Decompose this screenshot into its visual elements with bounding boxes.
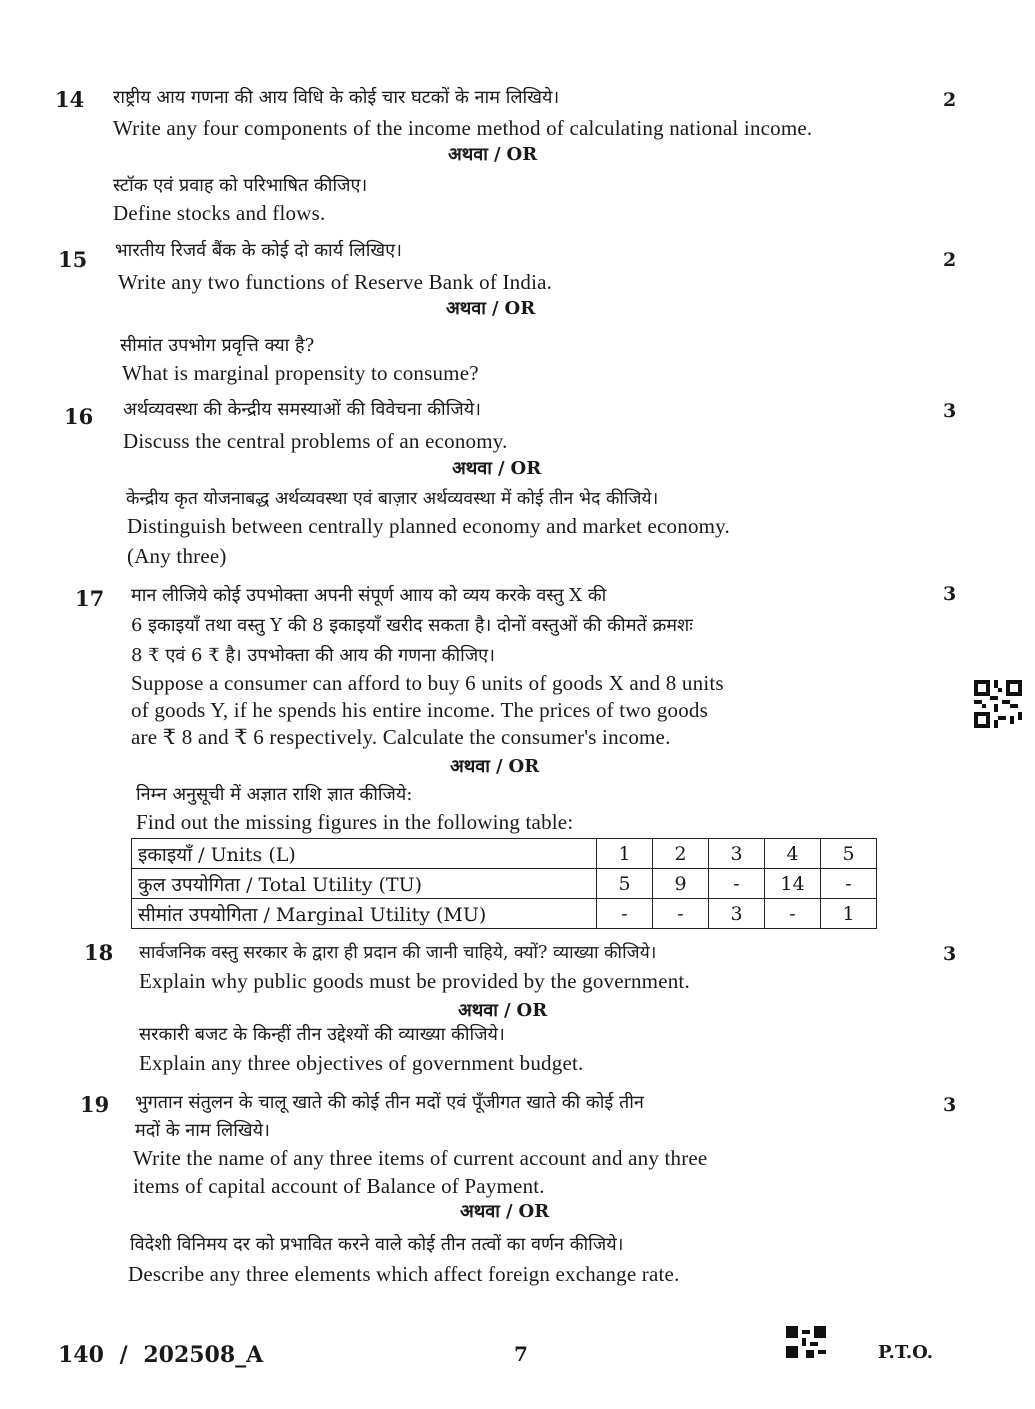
question-number: 17 — [75, 586, 105, 611]
table-cell: - — [709, 869, 765, 899]
alternative-text-hindi: स्टॉक एवं प्रवाह को परिभाषित कीजिए। — [113, 175, 368, 196]
table-cell: - — [765, 899, 821, 929]
table-cell: - — [597, 899, 653, 929]
table-cell: 1 — [821, 899, 877, 929]
question-number: 19 — [80, 1092, 110, 1117]
question-marks: 3 — [943, 943, 957, 965]
row-label: इकाइयाँ / Units (L) — [132, 839, 597, 869]
or-separator: अथवा / OR — [448, 144, 538, 165]
alternative-text-english: Describe any three elements which affect foreign exchange rate. — [128, 1262, 680, 1286]
question-text-english: Suppose a consumer can afford to buy 6 units of goods X and 8 units — [131, 671, 724, 695]
question-text-hindi: मदों के नाम लिखिये। — [135, 1120, 270, 1141]
or-separator: अथवा / OR — [446, 298, 536, 319]
alternative-text-hindi: निम्न अनुसूची में अज्ञात राशि ज्ञात कीजिये: — [136, 784, 413, 805]
table-cell: 3 — [709, 899, 765, 929]
question-text-english: Write the name of any three items of current account and any three — [133, 1146, 708, 1170]
question-number: 15 — [58, 247, 88, 272]
table-cell: 9 — [653, 869, 709, 899]
alternative-text-hindi: विदेशी विनिमय दर को प्रभावित करने वाले कोई तीन तत्वों का वर्णन कीजिये। — [130, 1234, 624, 1255]
row-label: कुल उपयोगिता / Total Utility (TU) — [132, 869, 597, 899]
table-cell: 1 — [597, 839, 653, 869]
question-text-hindi: अर्थव्यवस्था की केन्द्रीय समस्याओं की विवेचना कीजिये। — [123, 399, 481, 420]
alternative-text-english: What is marginal propensity to consume? — [122, 361, 479, 385]
table-cell: 4 — [765, 839, 821, 869]
paper-code — [58, 1342, 263, 1368]
page-number: 7 — [514, 1342, 528, 1366]
question-text-hindi: 8 ₹ एवं 6 ₹ है। उपभोक्ता की आय की गणना कीजिए। — [131, 645, 495, 666]
table-cell: - — [653, 899, 709, 929]
table-cell: 5 — [821, 839, 877, 869]
table-row — [132, 869, 877, 899]
question-text-hindi: मान लीजिये कोई उपभोक्ता अपनी संपूर्ण आाय को व्यय करके वस्तु X की — [131, 585, 607, 606]
alternative-text-english: Distinguish between centrally planned economy and market economy. — [127, 514, 730, 538]
question-marks: 2 — [943, 249, 957, 271]
question-text-hindi: राष्ट्रीय आय गणना की आय विधि के कोई चार घटकों के नाम लिखिये। — [113, 87, 560, 108]
table-cell: 14 — [765, 869, 821, 899]
table-cell: 5 — [597, 869, 653, 899]
alternative-text-english: Explain any three objectives of government budget. — [139, 1051, 584, 1075]
alternative-text-hindi: केन्द्रीय कृत योजनाबद्ध अर्थव्यवस्था एवं बाज़ार अर्थव्यवस्था में कोई तीन भेद कीजिये। — [126, 489, 659, 509]
paper-code-left: 140 — [58, 1342, 104, 1368]
alternative-text-english: (Any three) — [127, 544, 227, 568]
question-text-english: of goods Y, if he spends his entire income. The prices of two goods — [131, 698, 709, 722]
paper-code-right: 202508_A — [143, 1342, 264, 1368]
row-label: सीमांत उपयोगिता / Marginal Utility (MU) — [132, 899, 597, 929]
question-text-english: Write any four components of the income method of calculating national income. — [113, 116, 813, 140]
table-row — [132, 899, 877, 929]
question-text-hindi: भारतीय रिजर्व बैंक के कोई दो कार्य लिखिए। — [115, 240, 402, 261]
or-separator: अथवा / OR — [460, 1201, 550, 1222]
question-marks: 3 — [943, 400, 957, 422]
question-text-english: Explain why public goods must be provided by the government. — [139, 969, 690, 993]
question-text-english: Discuss the central problems of an economy. — [123, 429, 508, 453]
paper-code-separator: / — [119, 1342, 128, 1368]
question-text-hindi: भुगतान संतुलन के चालू खाते की कोई तीन मदों एवं पूँजीगत खाते की कोई तीन — [135, 1092, 644, 1113]
barcode-icon — [786, 1326, 826, 1358]
question-text-english: items of capital account of Balance of Payment. — [133, 1174, 545, 1198]
pto-label: P.T.O. — [878, 1342, 934, 1363]
question-number: 18 — [84, 940, 114, 965]
qr-code-icon — [974, 680, 1022, 728]
question-marks: 3 — [943, 1094, 957, 1116]
question-text-english: Write any two functions of Reserve Bank of India. — [118, 270, 553, 294]
utility-table — [131, 838, 877, 929]
alternative-text-hindi: सीमांत उपभोग प्रवृत्ति क्या है? — [120, 335, 315, 356]
question-text-hindi: 6 इकाइयाँ तथा वस्तु Y की 8 इकाइयाँ खरीद सकता है। दोनों वस्तुओं की कीमतें क्रमशः — [131, 615, 693, 636]
alternative-text-english: Find out the missing figures in the following table: — [136, 810, 574, 834]
or-separator: अथवा / OR — [458, 1000, 548, 1021]
question-marks: 3 — [943, 583, 957, 605]
or-separator: अथवा / OR — [452, 458, 542, 479]
question-text-english: are ₹ 8 and ₹ 6 respectively. Calculate the consumer's income. — [131, 725, 671, 749]
question-number: 14 — [55, 87, 85, 112]
question-marks: 2 — [943, 89, 957, 111]
table-cell: 2 — [653, 839, 709, 869]
question-text-hindi: सार्वजनिक वस्तु सरकार के द्वारा ही प्रदान की जानी चाहिये, क्यों? व्याख्या कीजिये। — [139, 943, 657, 963]
table-row — [132, 839, 877, 869]
table-cell: - — [821, 869, 877, 899]
or-separator: अथवा / OR — [450, 756, 540, 777]
alternative-text-hindi: सरकारी बजट के किन्हीं तीन उद्देश्यों की व्याख्या कीजिये। — [139, 1024, 505, 1045]
question-number: 16 — [64, 404, 94, 429]
alternative-text-english: Define stocks and flows. — [113, 201, 326, 225]
table-cell: 3 — [709, 839, 765, 869]
